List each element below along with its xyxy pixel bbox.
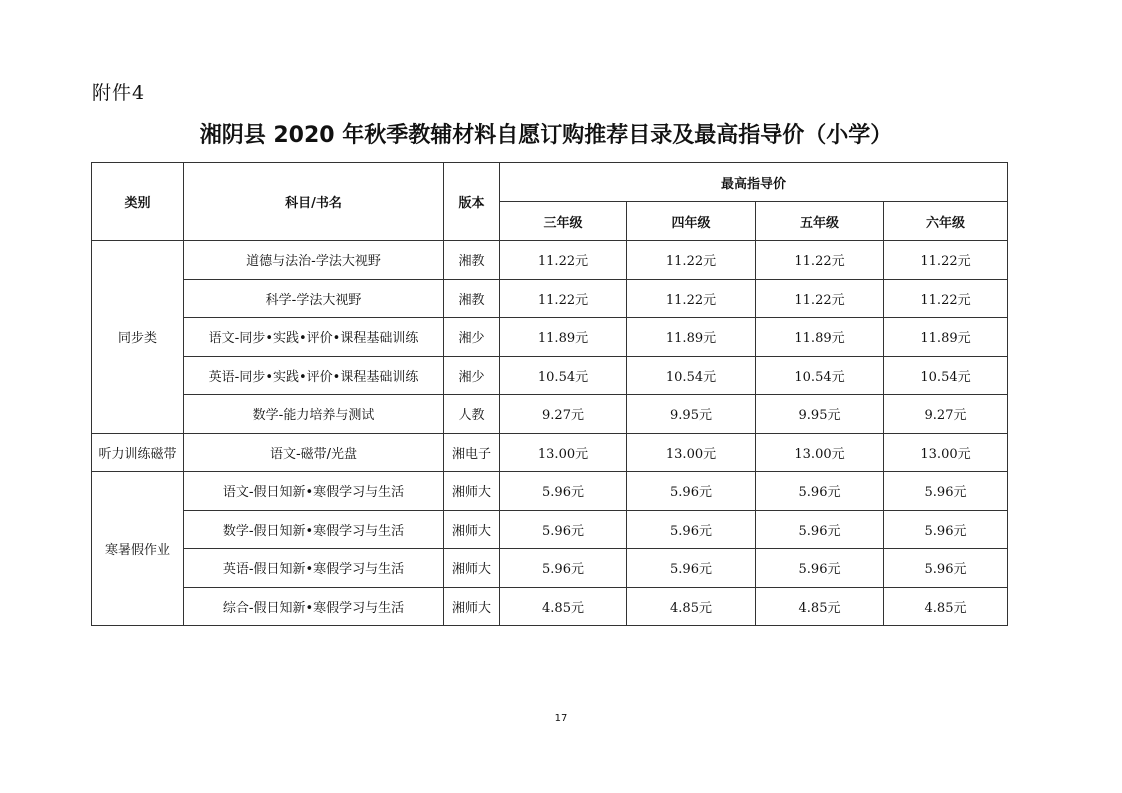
category-cell: 同步类 bbox=[92, 241, 184, 434]
book-name-cell: 科学-学法大视野 bbox=[184, 279, 444, 318]
price-cell: 11.89元 bbox=[500, 318, 627, 357]
price-cell: 5.96元 bbox=[627, 510, 756, 549]
price-table bbox=[91, 162, 1008, 626]
book-name-cell: 道德与法治-学法大视野 bbox=[184, 241, 444, 280]
price-cell: 11.89元 bbox=[884, 318, 1008, 357]
edition-cell: 湘师大 bbox=[444, 587, 500, 626]
price-cell: 11.22元 bbox=[756, 241, 884, 280]
price-cell: 10.54元 bbox=[500, 356, 627, 395]
price-cell: 11.22元 bbox=[756, 279, 884, 318]
price-cell: 5.96元 bbox=[884, 472, 1008, 511]
price-cell: 4.85元 bbox=[884, 587, 1008, 626]
table-row bbox=[92, 395, 1008, 434]
price-cell: 9.95元 bbox=[627, 395, 756, 434]
edition-cell: 湘师大 bbox=[444, 549, 500, 588]
price-cell: 11.89元 bbox=[756, 318, 884, 357]
header-subject: 科目/书名 bbox=[184, 163, 444, 241]
edition-cell: 湘少 bbox=[444, 318, 500, 357]
price-cell: 10.54元 bbox=[627, 356, 756, 395]
edition-cell: 湘少 bbox=[444, 356, 500, 395]
book-name-cell: 语文-磁带/光盘 bbox=[184, 433, 444, 472]
price-cell: 5.96元 bbox=[500, 510, 627, 549]
book-name-cell: 数学-能力培养与测试 bbox=[184, 395, 444, 434]
book-name-cell: 语文-同步•实践•评价•课程基础训练 bbox=[184, 318, 444, 357]
price-cell: 5.96元 bbox=[884, 510, 1008, 549]
price-cell: 5.96元 bbox=[500, 472, 627, 511]
price-cell: 10.54元 bbox=[756, 356, 884, 395]
table-row bbox=[92, 587, 1008, 626]
price-cell: 11.22元 bbox=[884, 279, 1008, 318]
book-name-cell: 综合-假日知新•寒假学习与生活 bbox=[184, 587, 444, 626]
category-cell: 寒暑假作业 bbox=[92, 472, 184, 626]
header-grade-6: 六年级 bbox=[884, 202, 1008, 241]
price-cell: 5.96元 bbox=[756, 472, 884, 511]
price-cell: 9.27元 bbox=[884, 395, 1008, 434]
edition-cell: 湘师大 bbox=[444, 472, 500, 511]
price-cell: 5.96元 bbox=[884, 549, 1008, 588]
page-title: 湘阴县 2020 年秋季教辅材料自愿订购推荐目录及最高指导价（小学） bbox=[199, 123, 893, 148]
table-row bbox=[92, 510, 1008, 549]
edition-cell: 湘师大 bbox=[444, 510, 500, 549]
table-row bbox=[92, 318, 1008, 357]
book-name-cell: 英语-同步•实践•评价•课程基础训练 bbox=[184, 356, 444, 395]
edition-cell: 人教 bbox=[444, 395, 500, 434]
price-cell: 13.00元 bbox=[884, 433, 1008, 472]
price-cell: 10.54元 bbox=[884, 356, 1008, 395]
page-number: 17 bbox=[554, 713, 568, 724]
price-cell: 11.22元 bbox=[500, 241, 627, 280]
price-cell: 13.00元 bbox=[500, 433, 627, 472]
book-name-cell: 语文-假日知新•寒假学习与生活 bbox=[184, 472, 444, 511]
edition-cell: 湘电子 bbox=[444, 433, 500, 472]
price-cell: 13.00元 bbox=[627, 433, 756, 472]
header-edition: 版本 bbox=[444, 163, 500, 241]
price-cell: 9.27元 bbox=[500, 395, 627, 434]
price-cell: 5.96元 bbox=[500, 549, 627, 588]
header-row bbox=[92, 163, 1008, 202]
price-cell: 5.96元 bbox=[627, 549, 756, 588]
category-cell: 听力训练磁带 bbox=[92, 433, 184, 472]
table-row bbox=[92, 549, 1008, 588]
price-cell: 11.22元 bbox=[884, 241, 1008, 280]
price-cell: 13.00元 bbox=[756, 433, 884, 472]
price-cell: 11.89元 bbox=[627, 318, 756, 357]
book-name-cell: 英语-假日知新•寒假学习与生活 bbox=[184, 549, 444, 588]
price-cell: 4.85元 bbox=[756, 587, 884, 626]
table-row bbox=[92, 472, 1008, 511]
table-row bbox=[92, 356, 1008, 395]
attachment-label: 附件4 bbox=[92, 82, 146, 104]
header-grade-4: 四年级 bbox=[627, 202, 756, 241]
table-row bbox=[92, 433, 1008, 472]
edition-cell: 湘教 bbox=[444, 279, 500, 318]
price-cell: 4.85元 bbox=[627, 587, 756, 626]
price-cell: 9.95元 bbox=[756, 395, 884, 434]
price-cell: 5.96元 bbox=[627, 472, 756, 511]
header-grade-5: 五年级 bbox=[756, 202, 884, 241]
book-name-cell: 数学-假日知新•寒假学习与生活 bbox=[184, 510, 444, 549]
table-row bbox=[92, 279, 1008, 318]
price-cell: 11.22元 bbox=[627, 279, 756, 318]
price-cell: 5.96元 bbox=[756, 549, 884, 588]
price-cell: 4.85元 bbox=[500, 587, 627, 626]
header-category: 类别 bbox=[92, 163, 184, 241]
price-cell: 11.22元 bbox=[500, 279, 627, 318]
price-cell: 5.96元 bbox=[756, 510, 884, 549]
header-grade-3: 三年级 bbox=[500, 202, 627, 241]
table-row bbox=[92, 241, 1008, 280]
header-max-price: 最高指导价 bbox=[500, 163, 1008, 202]
price-cell: 11.22元 bbox=[627, 241, 756, 280]
edition-cell: 湘教 bbox=[444, 241, 500, 280]
